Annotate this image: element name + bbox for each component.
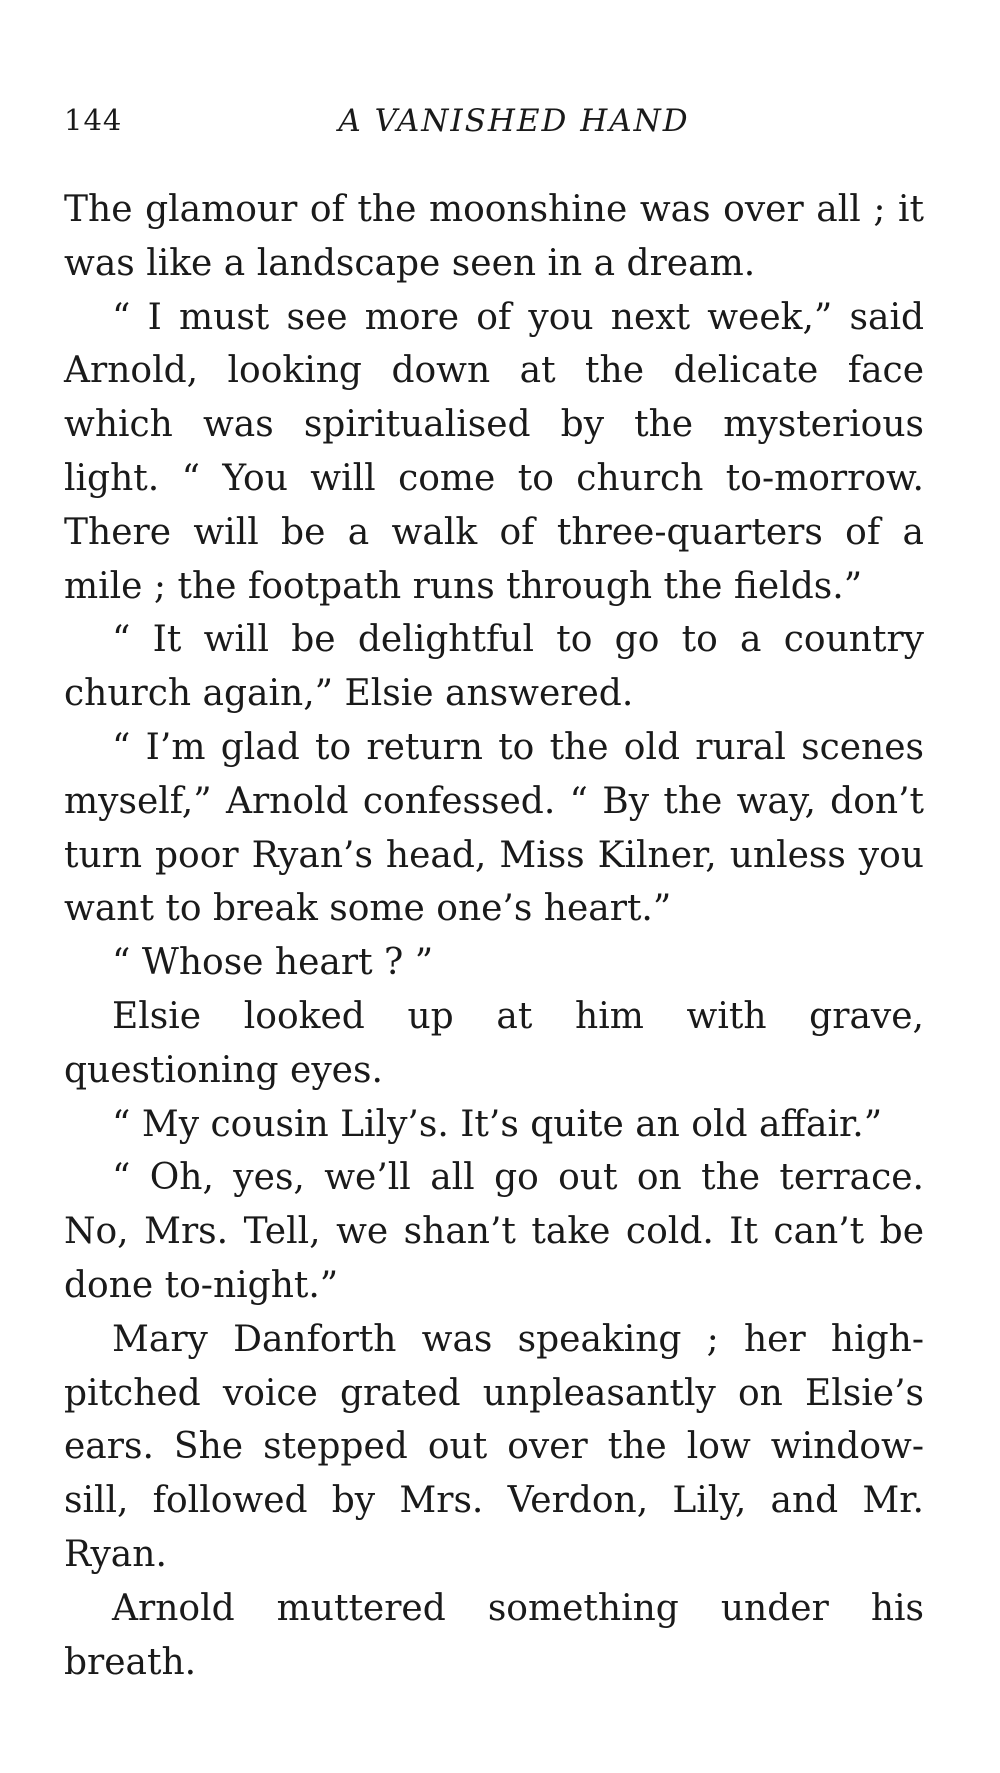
paragraph: The glamour of the moonshine was over all ; it was like a landscape seen in a dream. xyxy=(64,189,924,284)
paragraph: “ I’m glad to return to the old rural scenes myself,” Arnold confessed. “ By the way, don’t turn poor Ryan’s head, Miss Kilner, unless you want to break some one’s heart.” xyxy=(64,726,924,930)
page-number: 144 xyxy=(64,103,123,137)
paragraph: “ It will be delightful to go to a country church again,” Elsie answered. xyxy=(64,619,924,715)
running-head xyxy=(64,103,924,153)
paragraph: “ I must see more of you next week,” said Arnold, looking down at the delicate face which was spiritualised by the mysterious light. “ You will come to church to-morrow. There will be a walk of three-quarters of a mile ; the footpath runs through the fields.” xyxy=(64,296,924,607)
running-title: A VANISHED HAND xyxy=(338,103,690,139)
paragraph: Elsie looked up at him with grave, questioning eyes. xyxy=(64,995,924,1091)
paragraph: Arnold muttered something under his breath. xyxy=(64,1587,924,1683)
body-text xyxy=(64,183,924,1689)
paragraph: “ Oh, yes, we’ll all go out on the terrace. No, Mrs. Tell, we shan’t take cold. It can’t be done to-night.” xyxy=(64,1157,924,1306)
paragraph: Mary Danforth was speaking ; her high-pitched voice grated unpleasantly on Elsie’s ears. She stepped out over the low window-sill, followed by Mrs. Verdon, Lily, and Mr. Ryan. xyxy=(64,1318,924,1575)
paragraph: “ My cousin Lily’s. It’s quite an old affair.” xyxy=(112,1103,883,1145)
paragraph: “ Whose heart ? ” xyxy=(112,942,434,984)
